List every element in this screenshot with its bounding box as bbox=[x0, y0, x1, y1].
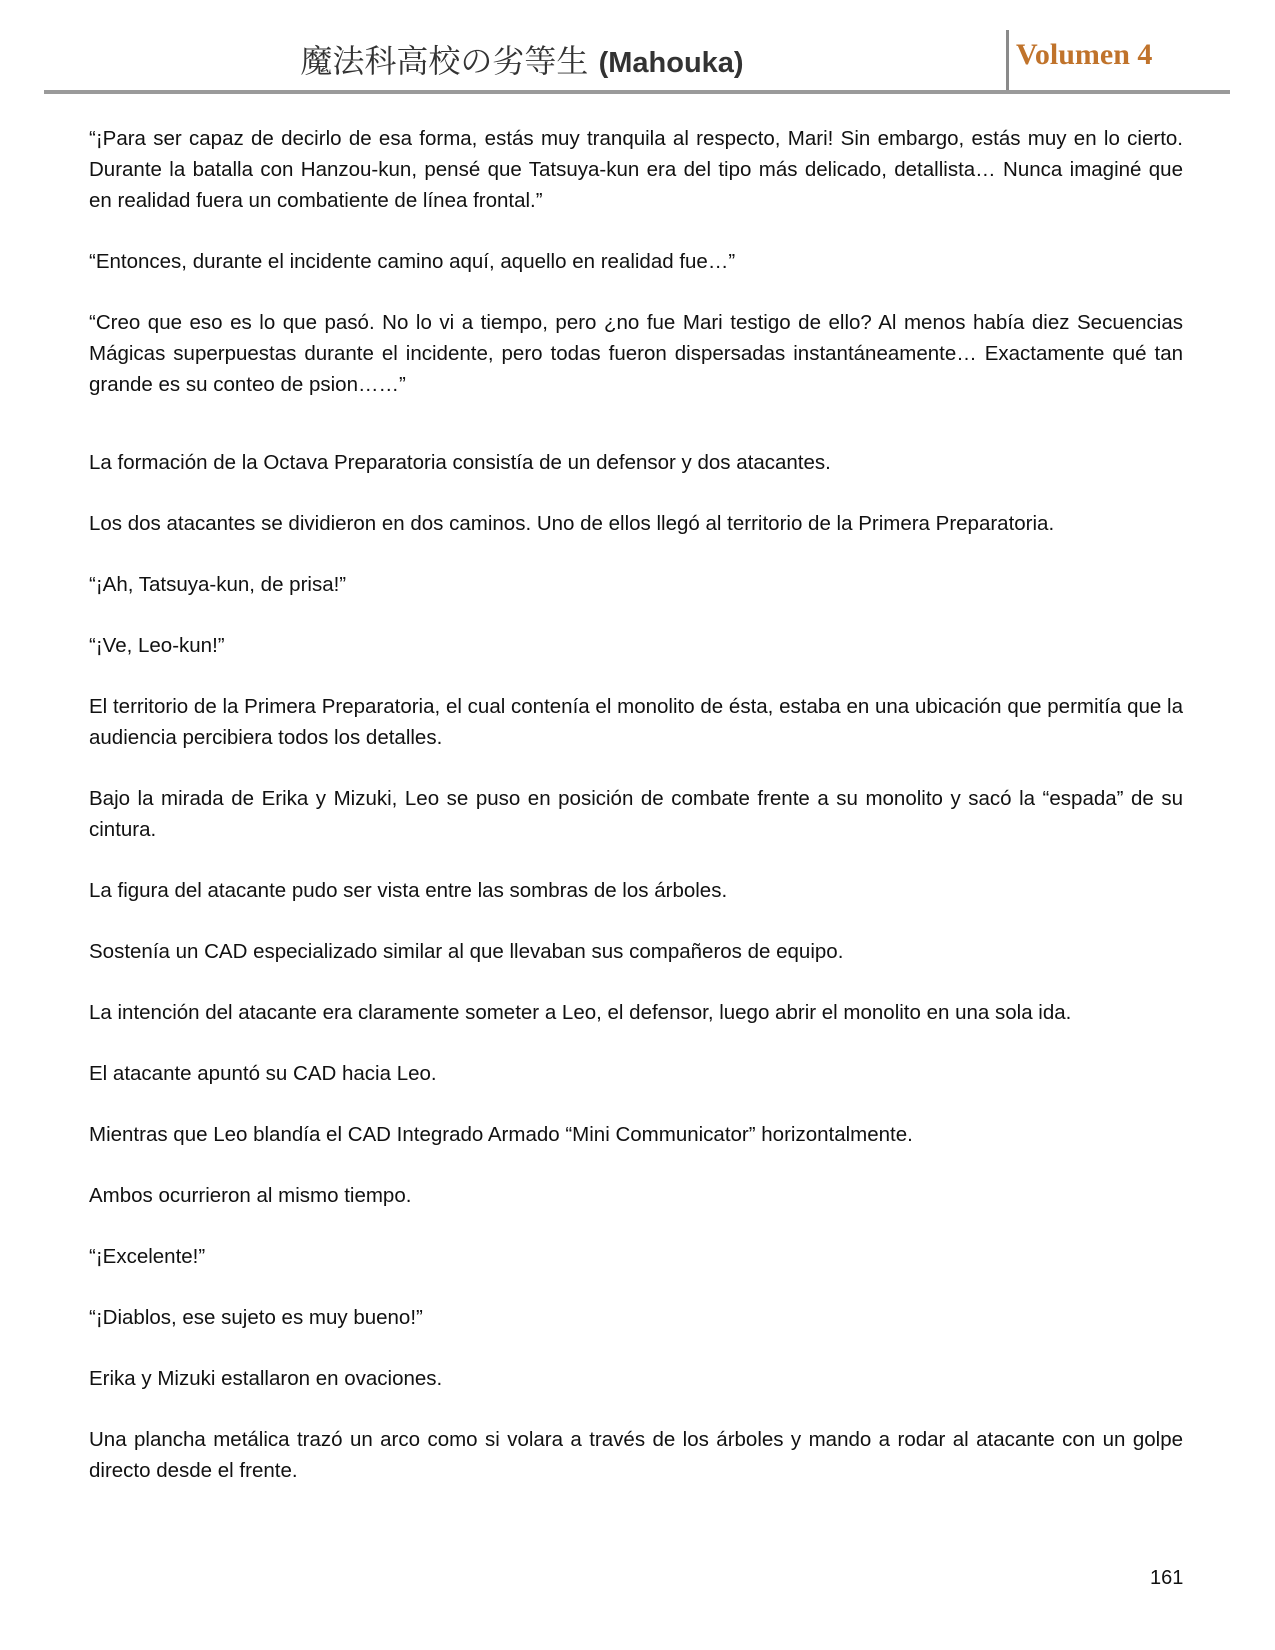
paragraph: Una plancha metálica trazó un arco como si volara a través de los árboles y mando a rodar al atacante con un golpe directo desde el frente. bbox=[89, 1428, 1183, 1482]
paragraph: La formación de la Octava Preparatoria consistía de un defensor y dos atacantes. bbox=[89, 451, 831, 474]
body-text bbox=[89, 123, 1183, 1516]
paragraph: La figura del atacante pudo ser vista entre las sombras de los árboles. bbox=[89, 879, 728, 902]
paragraph: “¡Diablos, ese sujeto es muy bueno!” bbox=[89, 1306, 423, 1329]
paragraph: Erika y Mizuki estallaron en ovaciones. bbox=[89, 1367, 443, 1390]
paragraph: Los dos atacantes se dividieron en dos caminos. Uno de ellos llegó al territorio de la Primera Preparatoria. bbox=[89, 512, 1055, 535]
paragraph: El atacante apuntó su CAD hacia Leo. bbox=[89, 1062, 437, 1085]
paragraph: Sostenía un CAD especializado similar al que llevaban sus compañeros de equipo. bbox=[89, 940, 844, 963]
series-title-japanese: 魔法科高校の劣等生 bbox=[300, 42, 589, 80]
paragraph: Ambos ocurrieron al mismo tiempo. bbox=[89, 1184, 412, 1207]
paragraph: Mientras que Leo blandía el CAD Integrado Armado “Mini Communicator” horizontalmente. bbox=[89, 1123, 913, 1146]
header-divider bbox=[1006, 30, 1009, 92]
paragraph: La intención del atacante era claramente someter a Leo, el defensor, luego abrir el monolito en una sola ida. bbox=[89, 1001, 1072, 1024]
page-header bbox=[0, 0, 1275, 100]
paragraph: “¡Para ser capaz de decirlo de esa forma, estás muy tranquila al respecto, Mari! Sin embargo, estás muy en lo cierto. Durante la batalla con Hanzou-kun, pensé que Tatsuya-kun era del tipo más delicado, detallista… Nunca imaginé que en realidad fuera un combatiente de línea frontal.” bbox=[89, 127, 1183, 212]
volume-label: Volumen 4 bbox=[1016, 38, 1153, 71]
paragraph: El territorio de la Primera Preparatoria, el cual contenía el monolito de ésta, estaba en una ubicación que permitía que la audiencia percibiera todos los detalles. bbox=[89, 695, 1183, 749]
series-title-romaji: (Mahouka) bbox=[598, 47, 744, 79]
header-rule bbox=[44, 90, 1230, 94]
paragraph: “¡Ve, Leo-kun!” bbox=[89, 634, 225, 657]
paragraph: “Entonces, durante el incidente camino aquí, aquello en realidad fue…” bbox=[89, 250, 736, 273]
paragraph: “¡Ah, Tatsuya-kun, de prisa!” bbox=[89, 573, 347, 596]
page-number: 161 bbox=[1150, 1567, 1184, 1589]
paragraph: “¡Excelente!” bbox=[89, 1245, 206, 1268]
paragraph: “Creo que eso es lo que pasó. No lo vi a tiempo, pero ¿no fue Mari testigo de ello? Al menos había diez Secuencias Mágicas superpuestas durante el incidente, pero todas fueron dispersadas instantáneamente… Exactamente qué tan grande es su conteo de psion……” bbox=[89, 311, 1183, 396]
paragraph: Bajo la mirada de Erika y Mizuki, Leo se puso en posición de combate frente a su monolito y sacó la “espada” de su cintura. bbox=[89, 787, 1183, 841]
series-title bbox=[272, 36, 772, 82]
